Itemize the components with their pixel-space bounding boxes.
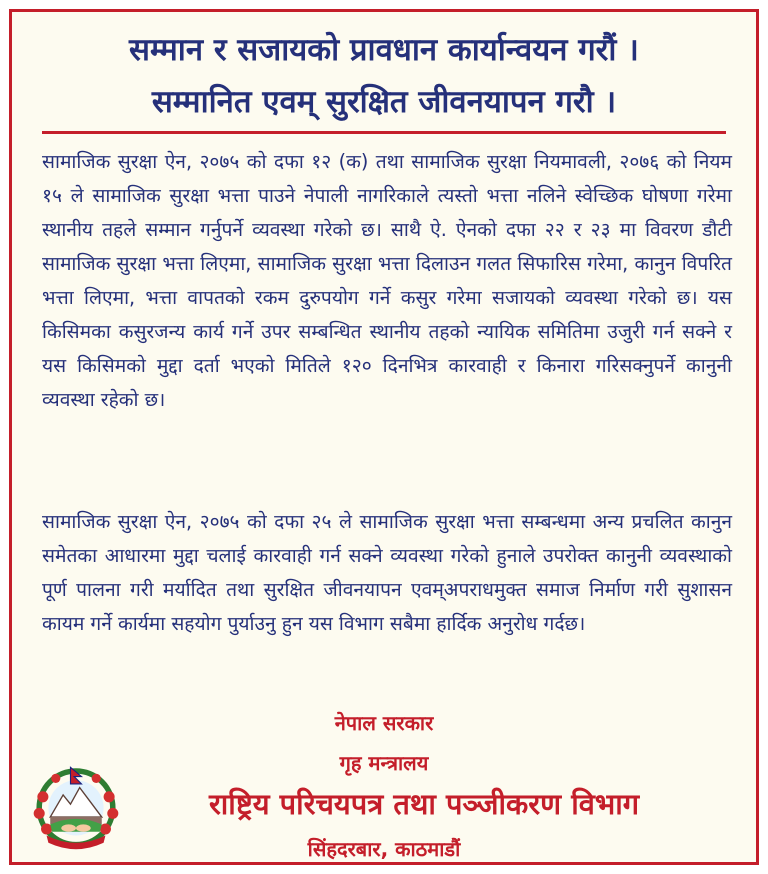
body-paragraph-1: सामाजिक सुरक्षा ऐन, २०७५ को दफा १२ (क) तथा सामाजिक सुरक्षा नियमावली, २०७६ को नियम १५ ले सामाजिक सुरक्षा भत्ता पाउने नेपाली नागरिकाले त्यस्तो भत्ता नलिने स्वेच्छिक घोषणा गरेमा स्थानीय तहले सम्मान गर्नुपर्ने व्यवस्था गरेको छ। साथै ऐ. ऐनको दफा २२ र २३ मा विवरण डौटी सामाजिक सुरक्षा भत्ता लिएमा, सामाजिक सुरक्षा भत्ता दिलाउन गलत सिफारिस गरेमा, कानुन विपरित भत्ता लिएमा, भत्ता वापतको रकम दुरुपयोग गर्ने कसुर गरेमा सजायको व्यवस्था गरेको छ। यस किसिमका कसुरजन्य कार्य गर्ने उपर सम्बन्धित स्थानीय तहको न्यायिक समितिमा उजुरी गर्न सक्ने र यस किसिमको मुद्दा दर्ता भएको मितिले १२० दिनभित्र कारवाही र किनारा गरिसक्नुपर्ने कानुनी व्यवस्था रहेको छ।: [42, 150, 732, 411]
notice-frame: [9, 9, 759, 865]
address: सिंहदरबार, काठमाडौं: [307, 837, 461, 861]
ministry-name: गृह मन्त्रालय: [339, 751, 429, 775]
headline-line-2: सम्मानित एवम् सुरक्षित जीवनयापन गरौ ।: [151, 84, 617, 120]
body-paragraph-2: सामाजिक सुरक्षा ऐन, २०७५ को दफा २५ ले सामाजिक सुरक्षा भत्ता सम्बन्धमा अन्य प्रचलित कानुन समेतका आधारमा मुद्दा चलाई कारवाही गर्न सक्ने व्यवस्था गरेको हुनाले उपरोक्त कानुनी व्यवस्थाको पूर्ण पालना गरी मर्यादित तथा सुरक्षित जीवनयापन एवम्अपराधमुक्त समाज निर्माण गरी सुशासन कायम गर्ने कार्यमा सहयोग पुर्याउनु हुन यस विभाग सबैमा हार्दिक अनुरोध गर्दछ।: [42, 510, 732, 635]
divider: [42, 131, 726, 134]
government-name: नेपाल सरकार: [334, 711, 434, 735]
headline-line-1: सम्मान र सजायको प्रावधान कार्यान्वयन गरौं ।: [129, 32, 639, 68]
department-name: राष्ट्रिय परिचयपत्र तथा पञ्जीकरण विभाग: [208, 787, 640, 821]
